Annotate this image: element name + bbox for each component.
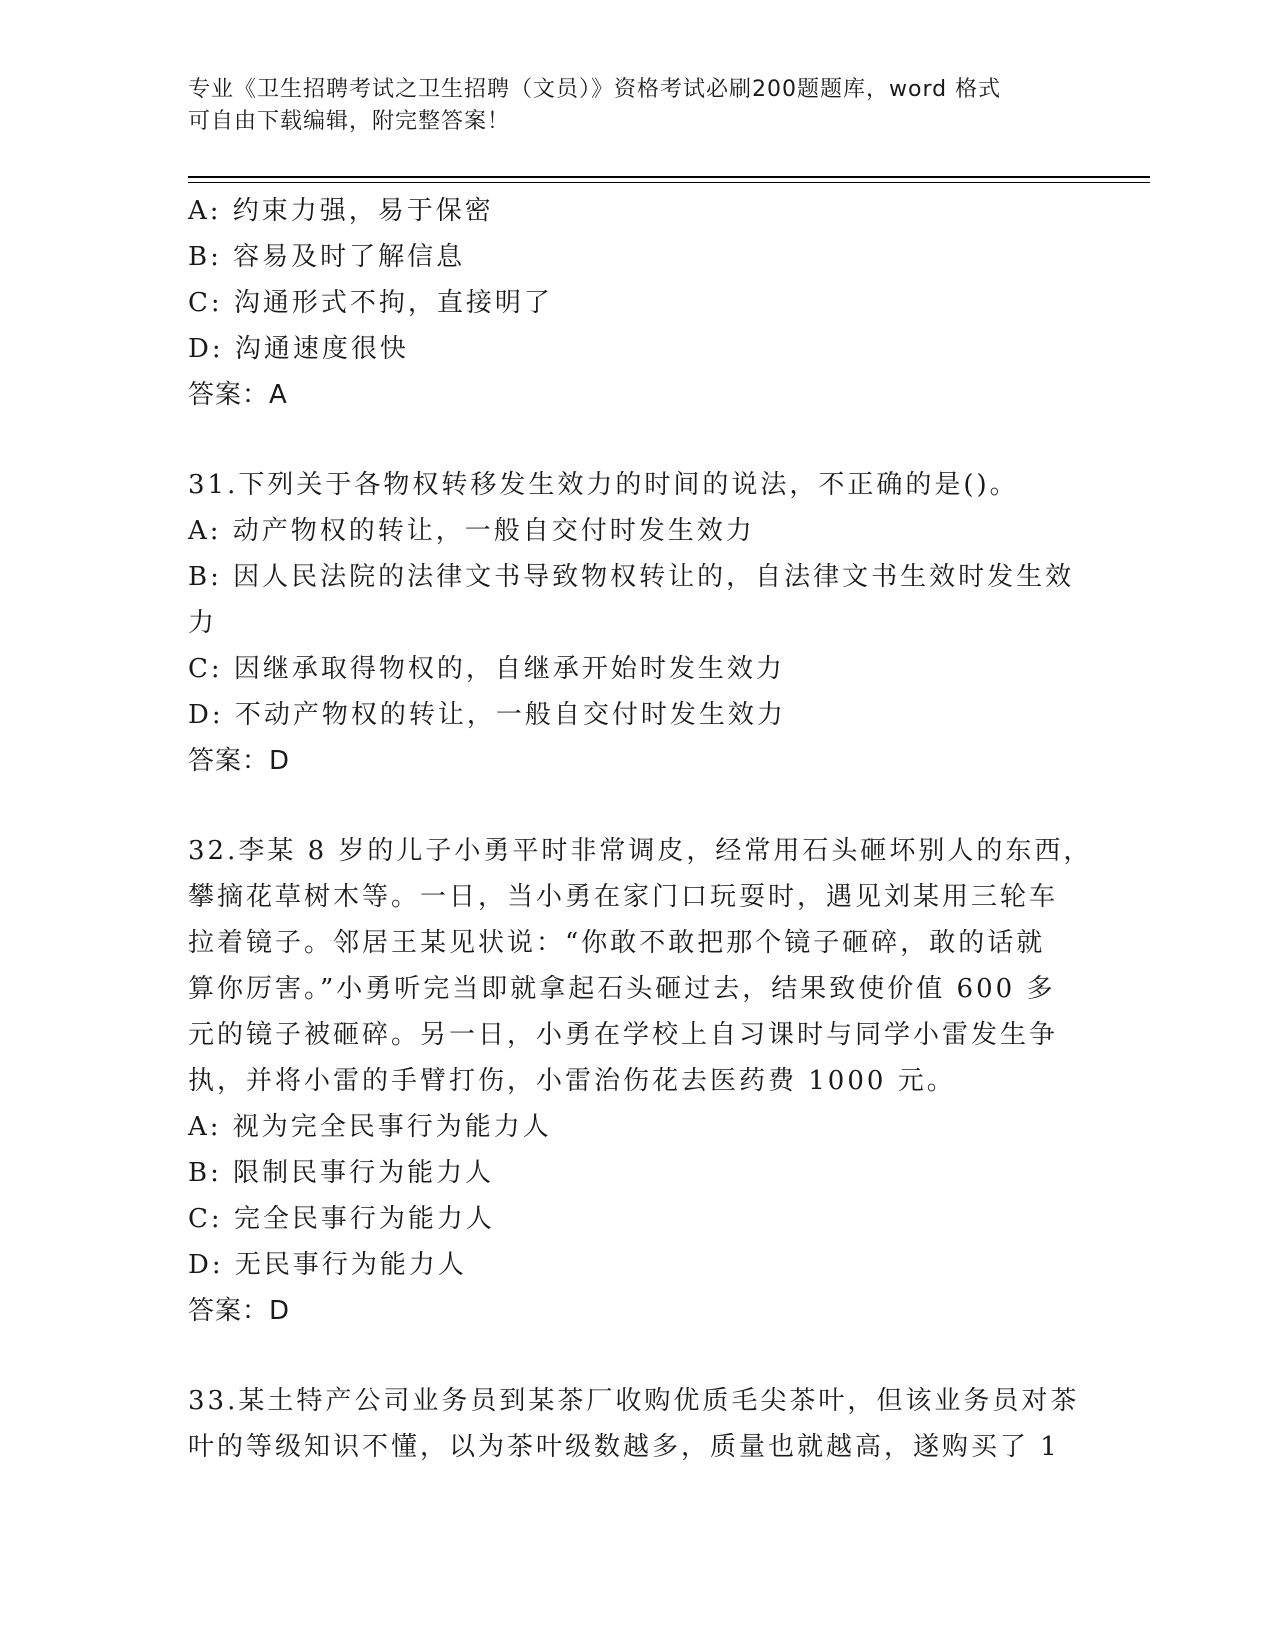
option-a: A: 视为完全民事行为能力人 [188,1112,552,1142]
question-text-line: 32.李某 8 岁的儿子小勇平时非常调皮，经常用石头砸坏别人的东西， [188,836,1093,866]
question-31 [188,462,1088,784]
question-text-line: 33.某土特产公司业务员到某茶厂收购优质毛尖茶叶，但该业务员对茶 [188,1386,1080,1416]
option-b: B: 限制民事行为能力人 [188,1158,495,1188]
option-a: A: 约束力强，易于保密 [188,196,494,226]
option-d: D: 沟通速度很快 [188,334,409,364]
document-header [188,74,1068,138]
header-divider-thin [188,182,1150,183]
header-line-2: 可自由下载编辑，附完整答案！ [188,109,511,134]
question-text-line: 算你厉害。”小勇听完当即就拿起石头砸过去，结果致使价值 600 多 [188,974,1056,1004]
answer: 答案：D [188,746,291,776]
question-32 [188,828,1093,1334]
question-text: 31.下列关于各物权转移发生效力的时间的说法，不正确的是()。 [188,470,1019,500]
question-33 [188,1378,1088,1470]
option-d: D: 不动产物权的转让，一般自交付时发生效力 [188,700,786,730]
option-b: B: 容易及时了解信息 [188,242,466,272]
option-c: C: 沟通形式不拘，直接明了 [188,288,553,318]
option-c: C: 因继承取得物权的，自继承开始时发生效力 [188,654,785,684]
header-line-1: 专业《卫生招聘考试之卫生招聘（文员）》资格考试必刷200题题库，word 格式 [188,77,1002,102]
option-b-line-1: B: 因人民法院的法律文书导致物权转让的，自法律文书生效时发生效 [188,562,1075,592]
question-text-line: 元的镜子被砸碎。另一日，小勇在学校上自习课时与同学小雷发生争 [188,1020,1059,1050]
question-text-line: 叶的等级知识不懂，以为茶叶级数越多，质量也就越高，遂购买了 1 [188,1432,1060,1462]
question-text-line: 执，并将小雷的手臂打伤，小雷治伤花去医药费 1000 元。 [188,1066,956,1096]
option-b-line-2: 力 [188,608,218,638]
answer: 答案：D [188,1296,291,1326]
option-c: C: 完全民事行为能力人 [188,1204,495,1234]
question-text-line: 攀摘花草树木等。一日，当小勇在家门口玩耍时，遇见刘某用三轮车 [188,882,1059,912]
option-d: D: 无民事行为能力人 [188,1250,467,1280]
option-a: A: 动产物权的转让，一般自交付时发生效力 [188,516,755,546]
answer: 答案：A [188,380,288,410]
question-30-options [188,188,1088,418]
question-text-line: 拉着镜子。邻居王某见状说：“你敢不敢把那个镜子砸碎，敢的话就 [188,928,1046,958]
header-divider-thick [188,176,1150,178]
document-body [188,188,1093,1470]
